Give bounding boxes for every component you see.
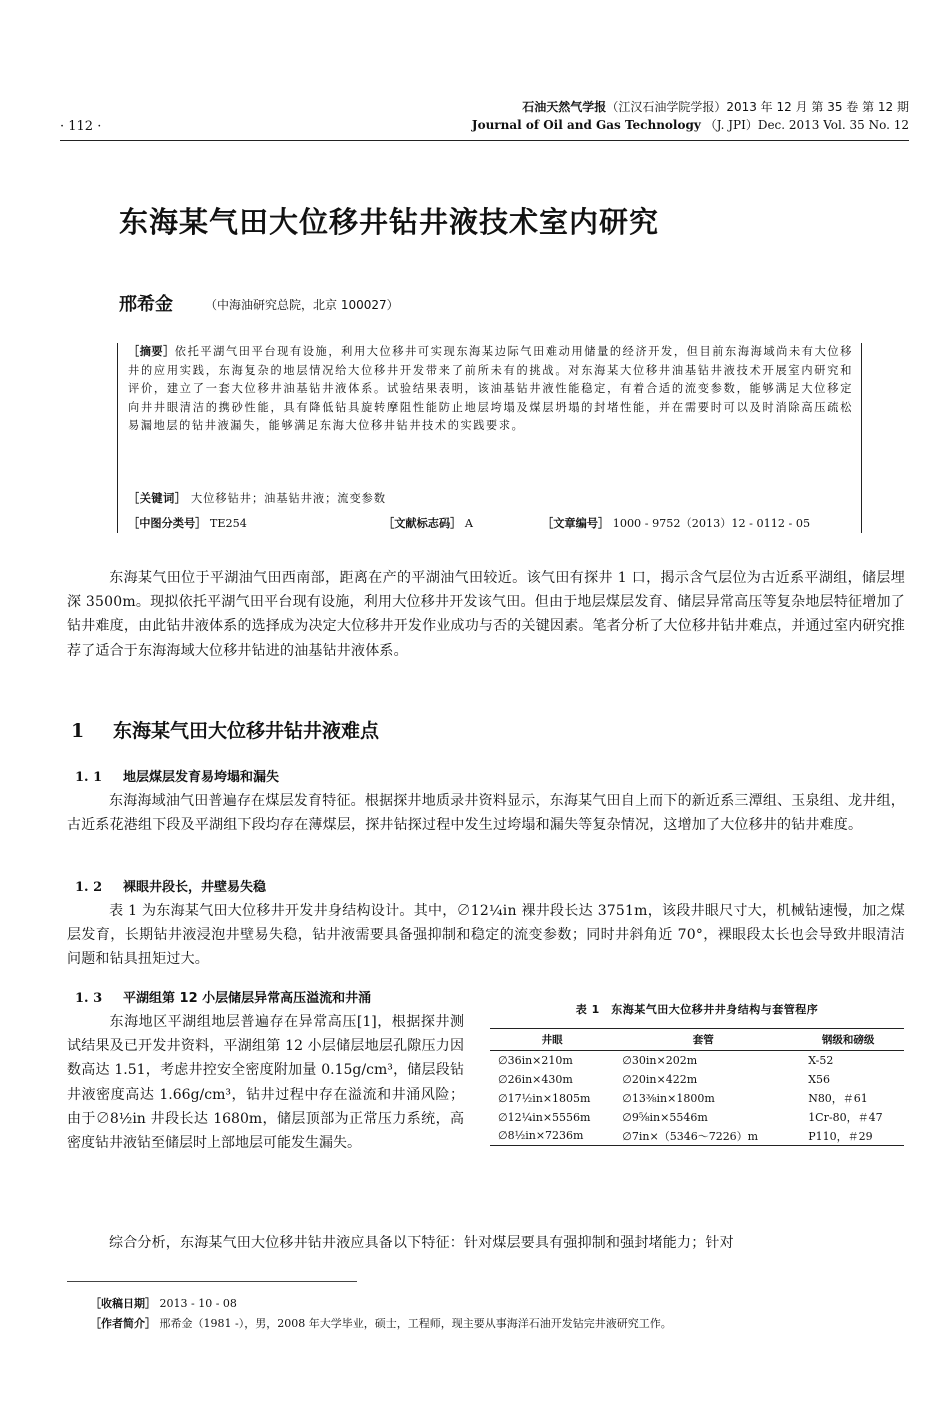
author-affiliation: （中海油研究总院，北京 100027） — [205, 298, 399, 312]
section-1-3-number: 1. 3 — [75, 991, 103, 1006]
section-1-2-text: 表 1 为东海某气田大位移井开发井身结构设计。其中，∅12¼in 裸井段长达 3751m，该段井眼尺寸大，机械钻速慢，加之煤层发育，长期钻井液浸泡井壁易失稳，钻井液需要具备强抑制和稳定的流变参数；同时井斜角近 70°，裸眼段太长也会导致井眼清洁问题和钻具扭矩过大。 — [67, 903, 905, 968]
table-cell: ∅30in×202m — [622, 1053, 698, 1067]
intro-text: 东海某气田位于平湖油气田西南部，距离在产的平湖油气田较近。该气田有探井 1 口，揭示含气层位为古近系平湖组，储层埋深 3500m。现拟依托平湖气田平台现有设施，利用大位移井开发该气田。但由于地层煤层发育、储层异常高压等复杂地层特征增加了钻井难度，由此钻井液体系的选择成为决定大位移井开发作业成功与否的关键因素。笔者分析了大位移井钻井难点，并通过室内研究推荐了适合于东海海域大位移井钻进的油基钻井液体系。 — [67, 570, 905, 659]
summary-text: 综合分析，东海某气田大位移井钻井液应具备以下特征：针对煤层要具有强抑制和强封堵能力；针对 — [109, 1235, 734, 1251]
table-cell: ∅36in×210m — [498, 1053, 573, 1067]
section-1-1-paragraph — [67, 789, 905, 837]
author-bio-label: ［作者简介］ — [90, 1317, 156, 1330]
table-row — [490, 1108, 904, 1127]
section-1-3-text: 东海地区平湖组地层普遍存在异常高压[1]，根据探井测试结果及已开发井资料，平湖组第 12 小层储层地层孔隙压力因数高达 1.51，考虑井控安全密度附加量 0.15g/cm³，储层段钻井液密度高达 1.66g/cm³，钻井过程中存在溢流和井涌风险；由于∅8½in 井段长达 1680m，储层顶部为正常压力系统，高密度钻井液钻至储层时上部地层可能发生漏失。 — [67, 1014, 464, 1152]
table-cell: ∅9⅝in×5546m — [622, 1110, 708, 1124]
article-title: 东海某气田大位移井钻井液技术室内研究 — [119, 205, 660, 239]
table-cell: ∅13⅜in×1800m — [622, 1091, 715, 1105]
journal-cn-issue: （江汉石油学院学报）2013 年 12 月 第 35 卷 第 12 期 — [606, 100, 909, 114]
article-no-value: 1000 - 9752（2013）12 - 0112 - 05 — [612, 517, 811, 530]
table-header-cell: 钢级和磅级 — [821, 1034, 875, 1046]
doc-code-value: A — [464, 517, 473, 530]
section-1-3-paragraph — [67, 1010, 464, 1155]
table-cell: ∅12¼in×5556m — [498, 1110, 591, 1124]
table-row — [490, 1051, 904, 1070]
table-row — [490, 1070, 904, 1089]
table-cell: X-52 — [808, 1053, 834, 1067]
received-date-note — [90, 1295, 237, 1311]
table-cell: ∅20in×422m — [622, 1072, 698, 1086]
keywords-text: 大位移钻井；油基钻井液；流变参数 — [191, 492, 387, 505]
doc-code-label: ［文献标志码］ — [383, 517, 462, 530]
abstract-text: 依托平湖气田平台现有设施，利用大位移井可实现东海某边际气田难动用储量的经济开发，但目前东海海域尚未有大位移井的应用实践，东海复杂的地层情况给大位移井开发带来了前所未有的挑战。对东海某大位移井油基钻井液技术开展室内研究和评价，建立了一套大位移井油基钻井液体系。试验结果表明，该油基钻井液性能稳定，有着合适的流变参数，能够满足大位移定向井井眼清洁的携砂性能，具有降低钻具旋转摩阻性能防止地层垮塌及煤层坍塌的封堵性能，并在需要时可以及时消除高压疏松易漏地层的钻井液漏失，能够满足东海大位移井钻井技术的实践要求。 — [128, 345, 853, 433]
summary-paragraph — [67, 1231, 905, 1255]
clc-label: ［中图分类号］ — [128, 517, 207, 530]
footnote-divider — [67, 1281, 357, 1282]
intro-paragraph — [67, 566, 905, 663]
page-number: · 112 · — [60, 119, 102, 134]
section-1-2-heading — [75, 876, 266, 895]
table-cell: ∅8½in×7236m — [498, 1129, 584, 1143]
table-cell: ∅7in×（5346～7226）m — [622, 1129, 759, 1143]
table-cell: P110，＃29 — [808, 1129, 873, 1143]
section-1-3-heading — [75, 987, 371, 1006]
table-cell: N80，＃61 — [808, 1092, 868, 1105]
section-1-number: 1 — [71, 720, 85, 742]
table-cell: 1Cr-80，＃47 — [808, 1111, 883, 1124]
table-1-caption: 表 1 东海某气田大位移井井身结构与套管程序 — [575, 1003, 819, 1016]
table-row — [490, 1127, 904, 1146]
table-cell: ∅17½in×1805m — [498, 1091, 591, 1105]
abstract-label: ［摘要］ — [128, 345, 175, 358]
section-1-2-paragraph — [67, 899, 905, 972]
journal-en-name: Journal of Oil and Gas Technology — [471, 118, 701, 132]
author-bio-note — [90, 1315, 672, 1331]
header-divider — [60, 140, 909, 141]
section-1-title: 东海某气田大位移井钻井液难点 — [113, 720, 380, 742]
table-header-cell: 套管 — [692, 1034, 714, 1046]
section-1-1-text: 东海海域油气田普遍存在煤层发育特征。根据探井地质录井资料显示，东海某气田自上而下的新近系三潭组、玉泉组、龙井组，古近系花港组下段及平湖组下段均存在薄煤层，探井钻探过程中发生过垮塌和漏失等复杂情况，这增加了大位移井的钻井难度。 — [67, 793, 905, 834]
received-label: ［收稿日期］ — [90, 1297, 156, 1310]
section-1-1-number: 1. 1 — [75, 770, 103, 785]
casing-program-table — [490, 1028, 904, 1146]
author-bio: 邢希金（1981 -），男，2008 年大学毕业，硕士，工程师，现主要从事海洋石油开发钻完井液研究工作。 — [159, 1317, 672, 1330]
article-no-label: ［文章编号］ — [542, 517, 610, 530]
abstract — [128, 343, 853, 436]
journal-en-issue: （J. JPI）Dec. 2013 Vol. 35 No. 12 — [704, 118, 909, 132]
table-header-row — [490, 1029, 904, 1051]
section-1-1-title: 地层煤层发育易垮塌和漏失 — [123, 770, 280, 785]
table-header-cell: 井眼 — [541, 1034, 563, 1046]
abstract-box — [117, 343, 862, 533]
section-1-1-heading — [75, 766, 279, 785]
section-1-2-title: 裸眼井段长，井壁易失稳 — [123, 880, 267, 895]
journal-cn-name: 石油天然气学报 — [522, 100, 607, 114]
clc-value: TE254 — [209, 517, 247, 530]
keywords — [128, 490, 386, 506]
section-1-3-title: 平湖组第 12 小层储层异常高压溢流和井涌 — [123, 991, 372, 1006]
journal-header — [349, 98, 909, 134]
table-cell: ∅26in×430m — [498, 1072, 573, 1086]
table-cell: X56 — [808, 1072, 831, 1086]
section-1-2-number: 1. 2 — [75, 880, 103, 895]
received-date: 2013 - 10 - 08 — [159, 1297, 237, 1310]
table-row — [490, 1089, 904, 1108]
author-name: 邢希金 — [119, 294, 173, 315]
section-1-heading — [71, 716, 379, 743]
keywords-label: ［关键词］ — [128, 492, 187, 505]
table-1 — [490, 1001, 904, 1146]
